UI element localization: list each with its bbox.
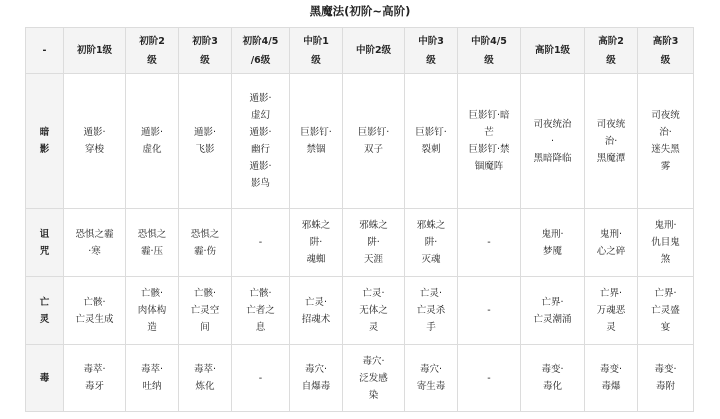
column-header: 初阶1级 bbox=[64, 28, 126, 74]
table-cell: 毒穴· 寄生毒 bbox=[405, 345, 458, 412]
row-header: 毒 bbox=[26, 345, 64, 412]
row-header: 暗 影 bbox=[26, 74, 64, 209]
table-cell: 亡灵· 招魂术 bbox=[290, 277, 343, 345]
table-cell: 毒变· 毒附 bbox=[638, 345, 694, 412]
table-cell: - bbox=[458, 277, 521, 345]
table-cell: 毒变· 毒化 bbox=[521, 345, 585, 412]
table-cell: 巨影钉· 双子 bbox=[343, 74, 405, 209]
table-cell: 鬼刑· 心之碎 bbox=[585, 209, 638, 277]
column-header: 初阶3 级 bbox=[179, 28, 232, 74]
table-cell: 巨影钉· 裂刺 bbox=[405, 74, 458, 209]
table-cell: 鬼刑· 仇目鬼 煞 bbox=[638, 209, 694, 277]
magic-table bbox=[25, 27, 694, 412]
table-cell: 毒萃· 炼化 bbox=[179, 345, 232, 412]
table-cell: 司夜统治 · 黑暗降临 bbox=[521, 74, 585, 209]
column-header: - bbox=[26, 28, 64, 74]
table-cell: 毒萃· 毒牙 bbox=[64, 345, 126, 412]
column-header: 高阶1级 bbox=[521, 28, 585, 74]
column-header: 初阶4/5 /6级 bbox=[232, 28, 290, 74]
table-cell: 司夜统 治· 黑魔潭 bbox=[585, 74, 638, 209]
table-cell: 亡骸· 亡灵生成 bbox=[64, 277, 126, 345]
table-cell: - bbox=[232, 209, 290, 277]
column-header: 初阶2 级 bbox=[126, 28, 179, 74]
table-cell: 毒萃· 吐纳 bbox=[126, 345, 179, 412]
table-cell: 恐惧之 霾·压 bbox=[126, 209, 179, 277]
table-row bbox=[26, 74, 694, 209]
table-cell: 毒变· 毒爆 bbox=[585, 345, 638, 412]
page-title: 黑魔法(初阶~高阶) bbox=[309, 4, 411, 18]
table-cell: 亡界· 万魂恶 灵 bbox=[585, 277, 638, 345]
table-cell: - bbox=[458, 209, 521, 277]
table-cell: 亡灵· 无体之 灵 bbox=[343, 277, 405, 345]
table-row bbox=[26, 345, 694, 412]
table-cell: 巨影钉·暗 芒 巨影钉·禁 锢魔阵 bbox=[458, 74, 521, 209]
table-cell: - bbox=[458, 345, 521, 412]
table-cell: 亡骸· 亡灵空 间 bbox=[179, 277, 232, 345]
column-header: 中阶2级 bbox=[343, 28, 405, 74]
table-cell: 邪蛛之 阱· 魂蜘 bbox=[290, 209, 343, 277]
table-row bbox=[26, 209, 694, 277]
table-cell: 遁影· 穿梭 bbox=[64, 74, 126, 209]
column-header: 高阶2 级 bbox=[585, 28, 638, 74]
table-cell: 亡骸· 肉体构 造 bbox=[126, 277, 179, 345]
table-cell: 恐惧之霾 ·寒 bbox=[64, 209, 126, 277]
table-cell: 亡骸· 亡者之 息 bbox=[232, 277, 290, 345]
column-header: 高阶3 级 bbox=[638, 28, 694, 74]
table-cell: 遁影· 飞影 bbox=[179, 74, 232, 209]
row-header: 亡 灵 bbox=[26, 277, 64, 345]
table-cell: 遁影· 虚化 bbox=[126, 74, 179, 209]
table-row bbox=[26, 277, 694, 345]
row-header: 诅 咒 bbox=[26, 209, 64, 277]
table-cell: 毒穴· 泛发感 染 bbox=[343, 345, 405, 412]
table-cell: 亡灵· 亡灵杀 手 bbox=[405, 277, 458, 345]
table-cell: 亡界· 亡灵潮涌 bbox=[521, 277, 585, 345]
table-cell: 邪蛛之 阱· 天涯 bbox=[343, 209, 405, 277]
table-cell: 毒穴· 自爆毒 bbox=[290, 345, 343, 412]
table-cell: - bbox=[232, 345, 290, 412]
column-header: 中阶1 级 bbox=[290, 28, 343, 74]
column-header: 中阶4/5 级 bbox=[458, 28, 521, 74]
table-cell: 司夜统 治· 迷失黑 雾 bbox=[638, 74, 694, 209]
table-cell: 亡界· 亡灵盛 宴 bbox=[638, 277, 694, 345]
table-cell: 鬼刑· 梦魇 bbox=[521, 209, 585, 277]
table-cell: 巨影钉· 禁锢 bbox=[290, 74, 343, 209]
table-cell: 邪蛛之 阱· 灭魂 bbox=[405, 209, 458, 277]
table-cell: 恐惧之 霾·伤 bbox=[179, 209, 232, 277]
column-header: 中阶3 级 bbox=[405, 28, 458, 74]
table-cell: 遁影· 虚幻 遁影· 幽行 遁影· 影鸟 bbox=[232, 74, 290, 209]
table-header-row bbox=[26, 28, 694, 74]
